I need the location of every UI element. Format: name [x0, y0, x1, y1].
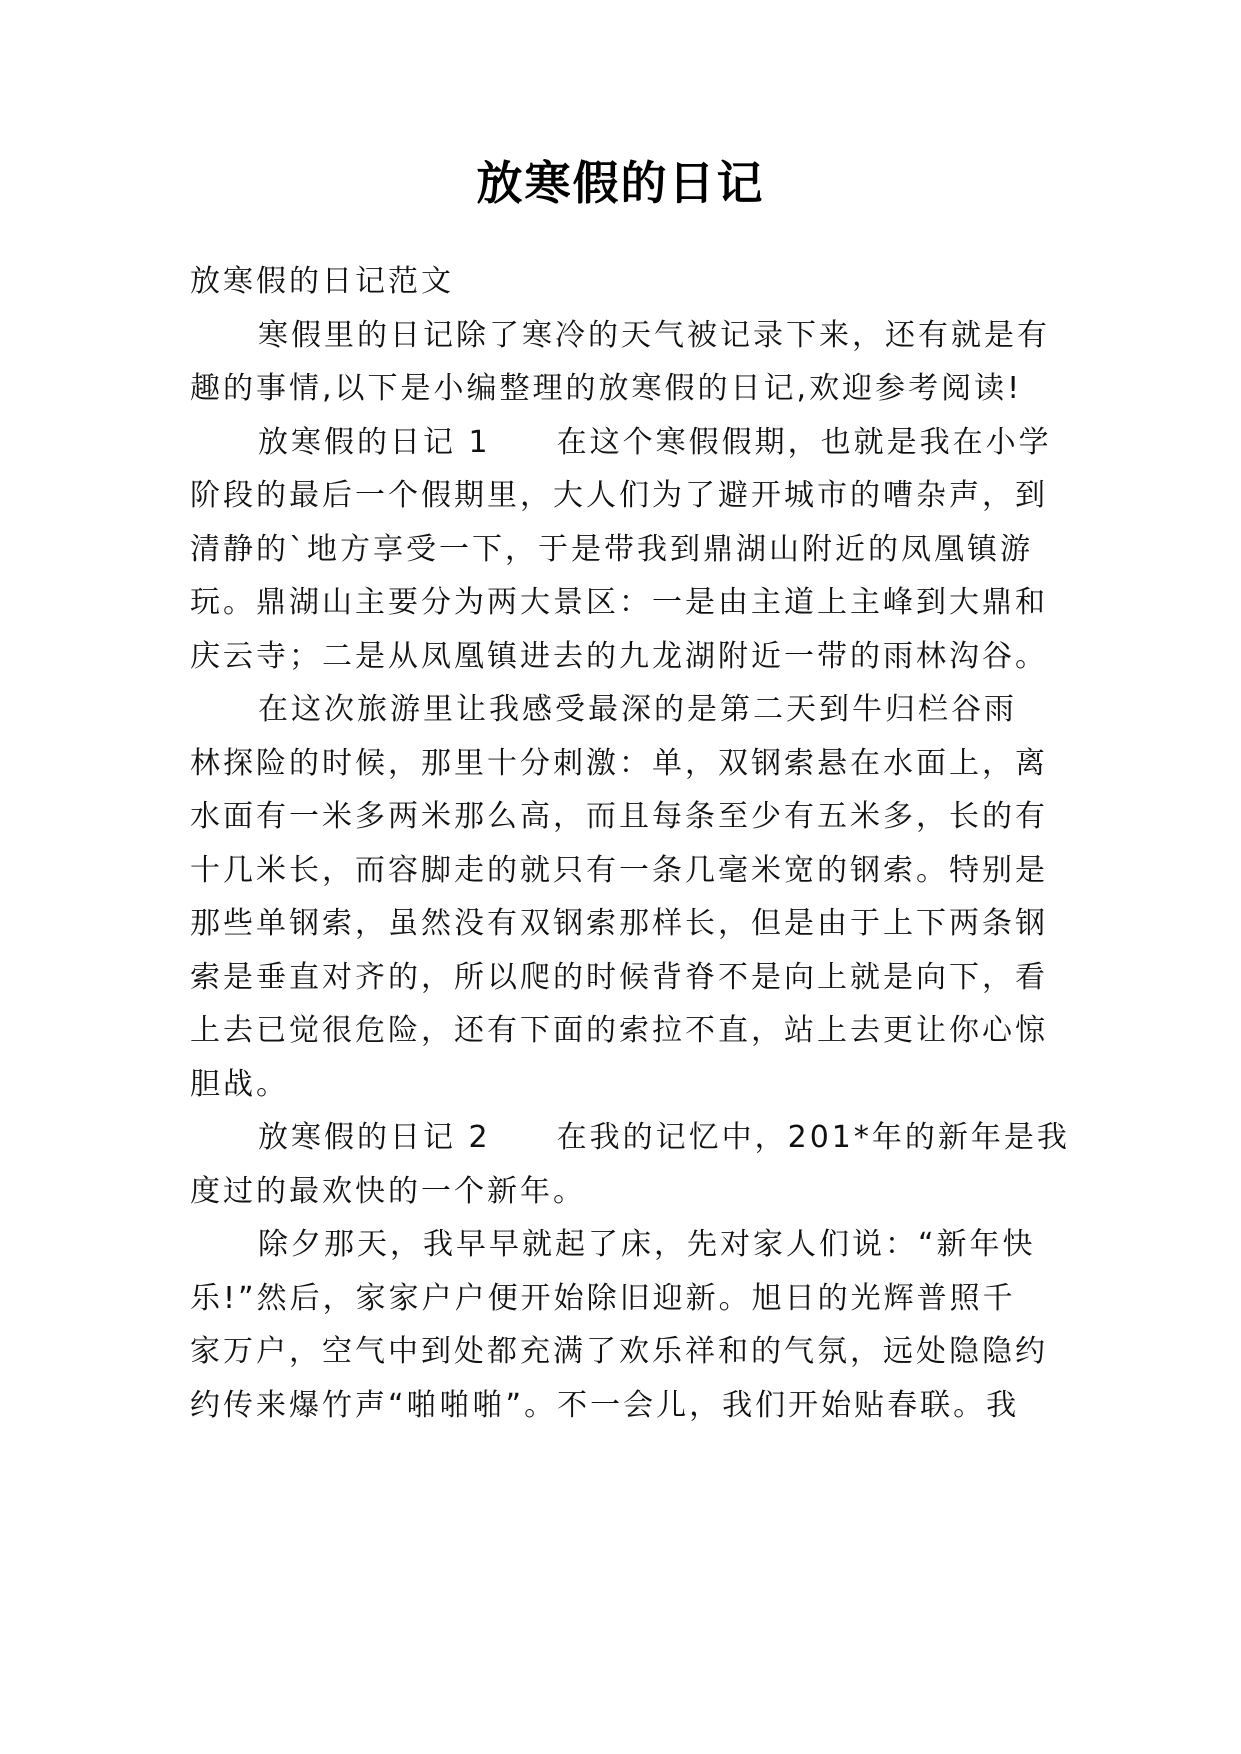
- text-line: 趣的事情,以下是小编整理的放寒假的日记,欢迎参考阅读!: [190, 371, 1023, 406]
- text-line: 除夕那天，我早早就起了床，先对家人们说：“新年快: [258, 1227, 1036, 1262]
- text-line: 上去已觉很危险，还有下面的索拉不直，站上去更让你心惊: [190, 1013, 1048, 1048]
- text-line: 清静的`地方享受一下，于是带我到鼎湖山附近的凤凰镇游: [190, 532, 1033, 567]
- text-line: 放寒假的日记范文: [190, 264, 454, 299]
- text-line: 家万户，空气中到处都充满了欢乐祥和的气氛，远处隐隐约: [190, 1334, 1048, 1369]
- text-line: 度过的最欢快的一个新年。: [190, 1174, 586, 1209]
- text-line: 放寒假的日记 1 在这个寒假假期，也就是我在小学: [258, 425, 1052, 460]
- text-line: 索是垂直对齐的，所以爬的时候背脊不是向上就是向下，看: [190, 960, 1048, 995]
- text-line: 胆战。: [190, 1067, 289, 1102]
- text-line: 约传来爆竹声“啪啪啪”。不一会儿，我们开始贴春联。我: [190, 1388, 1020, 1423]
- text-line: 玩。鼎湖山主要分为两大景区：一是由主道上主峰到大鼎和: [190, 585, 1048, 620]
- text-line: 寒假里的日记除了寒冷的天气被记录下来，还有就是有: [258, 318, 1050, 353]
- text-line: 阶段的最后一个假期里，大人们为了避开城市的嘈杂声，到: [190, 478, 1048, 513]
- text-line: 水面有一米多两米那么高，而且每条至少有五米多，长的有: [190, 799, 1048, 834]
- text-line: 那些单钢索，虽然没有双钢索那样长，但是由于上下两条钢: [190, 906, 1048, 941]
- document-title: 放寒假的日记: [476, 156, 765, 210]
- text-line: 乐!”然后，家家户户便开始除旧迎新。旭日的光辉普照千: [190, 1281, 1016, 1316]
- text-line: 庆云寺；二是从凤凰镇进去的九龙湖附近一带的雨林沟谷。: [190, 639, 1048, 674]
- text-line: 十几米长，而容脚走的就只有一条几毫米宽的钢索。特别是: [190, 853, 1048, 888]
- text-line: 林探险的时候，那里十分刺激：单，双钢索悬在水面上，离: [190, 746, 1048, 781]
- text-line: 在这次旅游里让我感受最深的是第二天到牛归栏谷雨: [258, 692, 1017, 727]
- text-line: 放寒假的日记 2 在我的记忆中，201*年的新年是我: [258, 1120, 1070, 1155]
